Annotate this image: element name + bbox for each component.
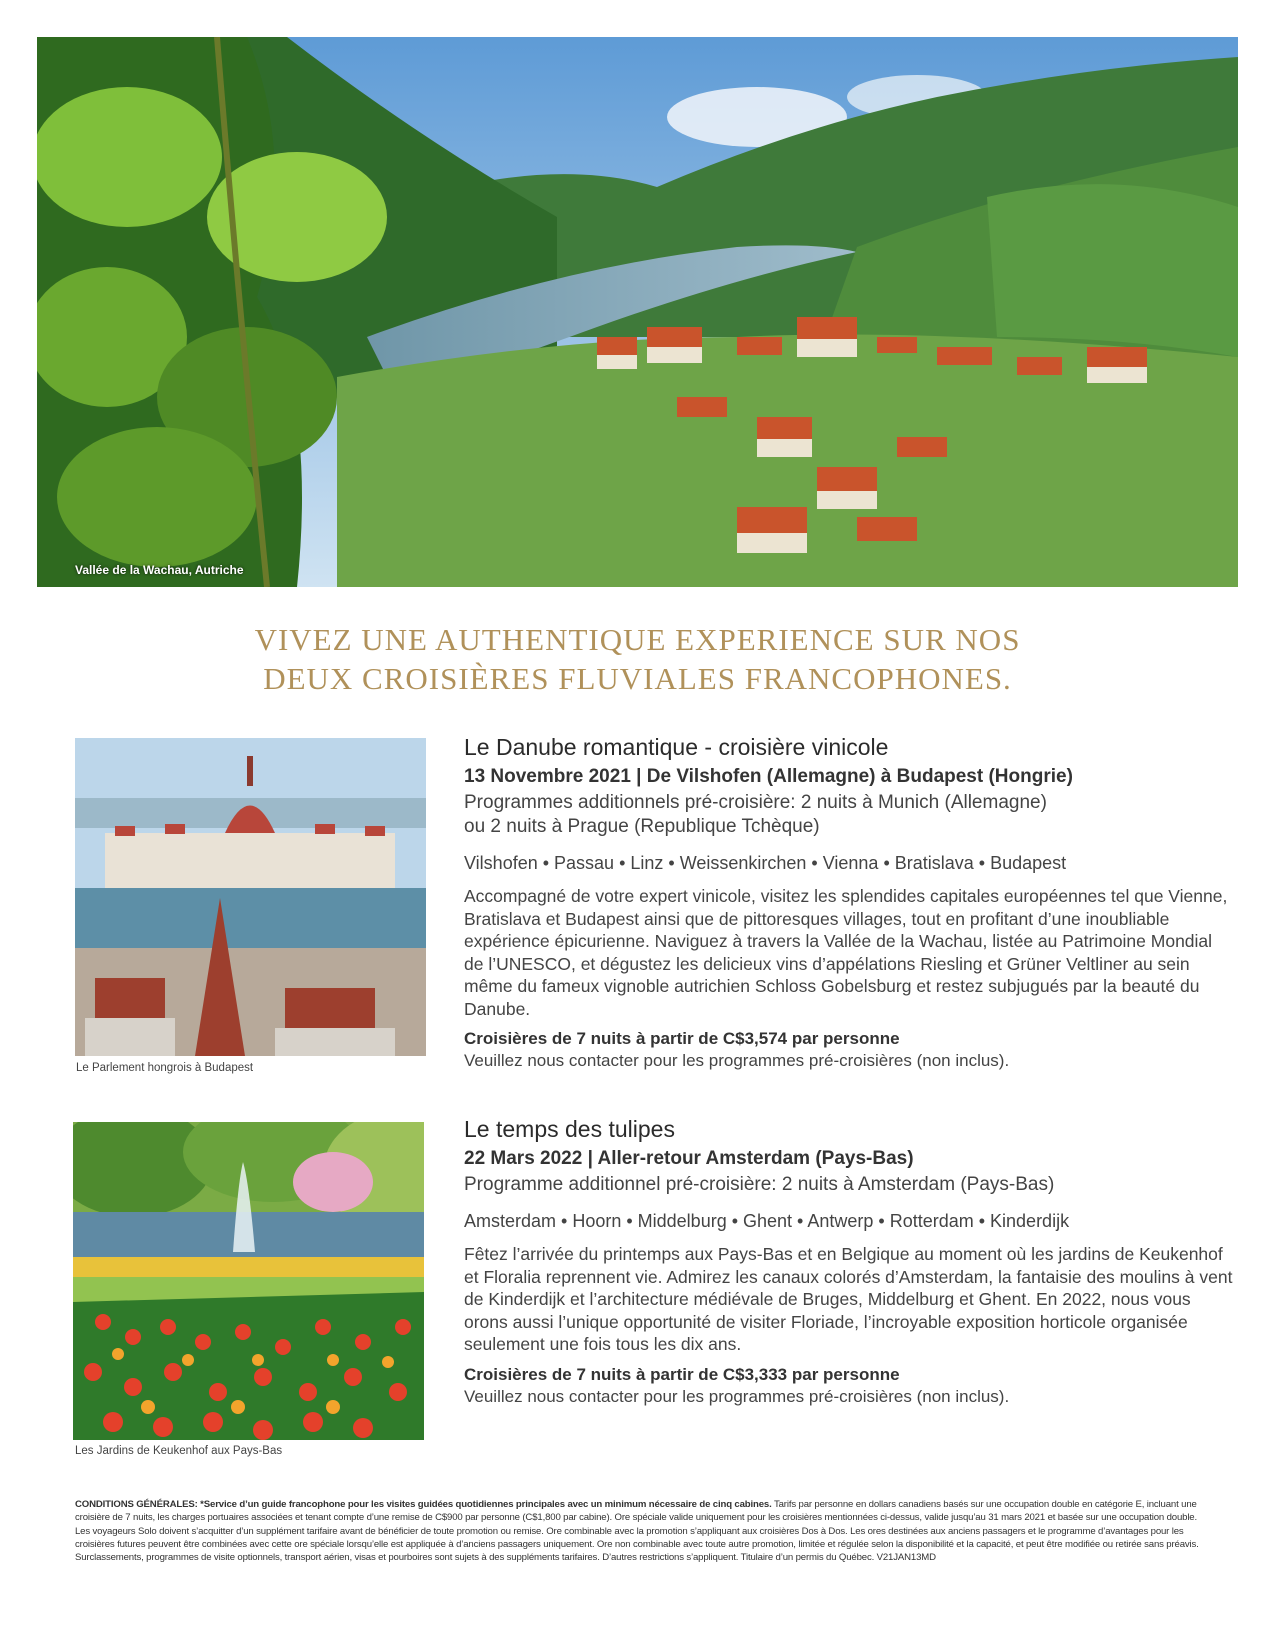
hero-image-wachau-valley [37, 37, 1238, 587]
cruise-pre-programs [464, 1173, 1234, 1197]
cruise-price: Croisières de 7 nuits à partir de C$3,333 par personne [464, 1364, 900, 1384]
photo-caption-budapest: Le Parlement hongrois à Budapest [76, 1062, 254, 1074]
keukenhof-tulips-photo [73, 1122, 424, 1440]
budapest-parliament-photo [75, 738, 426, 1056]
keukenhof-illustration [73, 1122, 424, 1440]
pre-program-line-2: ou 2 nuits à Prague (Republique Tchèque) [464, 816, 820, 837]
terms-text: Tarifs par personne en dollars canadiens basés sur une occupation double en catégorie E, incluant une croisière de 7 nuits, les charges portuaires associées et tenant compte d’une remise de C$900 par personne (C$1,800 par cabine). Ore spéciale valide uniquement pour les croisières mentionnées ci-dessus, valide jusqu’au 31 mars 2021 et basée sur une occupation double. Les voyageurs Solo doivent s’acquitter d’un supplément tarifaire avant de bénéficier de toute promotion ou remise. Ore combinable avec la promotion s’appliquant aux croisières Dos à Dos. Les ores destinées aux anciens passagers et le programme d’avantages pour les croisières futures peuvent être combinées avec cette ore spéciale lorsqu’elle est appliquée à d’anciens passagers uniquement. Ore non combinable avec toute autre promotion, limitée et régulée selon la disponibilité et la capacité, et peut être modifiée ou retirée sans préavis. Surclassements, programmes de visite optionnels, transport aérien, visas et pourboires sont sujets à des suppléments tarifaires. D’autres restrictions s’appliquent. Titulaire d’un permis du Québec. V21JAN13MD [75, 1499, 1199, 1564]
pre-program-line-1: Programmes additionnels pré-croisière: 2 nuits à Munich (Allemagne) [464, 792, 1047, 813]
cruise-price: Croisières de 7 nuits à partir de C$3,574 par personne [464, 1029, 900, 1048]
cruise-pre-programs [464, 791, 1234, 839]
hero-caption: Vallée de la Wachau, Autriche [75, 563, 244, 577]
cruise-title: Le temps des tulipes [464, 1116, 675, 1142]
cruise-contact: Veuillez nous contacter pour les programmes pré-croisières (non inclus). [464, 1386, 1010, 1406]
cruise-title: Le Danube romantique - croisière vinicole [464, 734, 889, 760]
budapest-illustration [75, 738, 426, 1056]
cruise-description: Accompagné de votre expert vinicole, visitez les splendides capitales européennes tel que Vienne, Bratislava et Budapest ainsi que de pittoresques villages, tout en profitant d’une inoubliable expérience épicurienne. Naviguez à travers la Vallée de la Wachau, listée au Patrimoine Mondial de l’UNESCO, et dégustez les delicieux vins d’appélations Riesling et Grüner Veltliner au sein même du fameux vignoble autrichien Schloss Gobelsburg et restez subjugués par la beauté du Danube. [464, 886, 1228, 1019]
cruise-description: Fêtez l’arrivée du printemps aux Pays-Bas et en Belgique au moment où les jardins de Keukenhof et Floralia reprennent vie. Admirez les canaux colorés d’Amsterdam, la fantaisie des moulins à vent de Kinderdijk et l’architecture médiévale de Bruges, Middelburg et Ghent. En 2022, nous vous orons aussi l’unique opportunité de visiter Floriade, l’incroyable exposition horticole organisée seulement une fois tous les dix ans. [464, 1244, 1233, 1354]
headline-line-2: DEUX CROISIÈRES FLUVIALES FRANCOPHONES. [263, 661, 1012, 696]
cruise-route: Amsterdam • Hoorn • Middelburg • Ghent • Antwerp • Rotterdam • Kinderdijk [464, 1211, 1070, 1231]
page-headline [0, 620, 1275, 698]
cruise-section-danube [464, 732, 1234, 1072]
hero-illustration [37, 37, 1238, 587]
cruise-date: 22 Mars 2022 | Aller-retour Amsterdam (Pays-Bas) [464, 1148, 914, 1169]
terms-label: CONDITIONS GÉNÉRALES: [75, 1499, 198, 1510]
terms-bold-note: *Service d’un guide francophone pour les visites guidées quotidiennes principales avec un minimum nécessaire de cinq cabines. [200, 1499, 772, 1510]
cruise-contact: Veuillez nous contacter pour les programmes pré-croisières (non inclus). [464, 1051, 1010, 1070]
photo-caption-keukenhof: Les Jardins de Keukenhof aux Pays-Bas [75, 1445, 283, 1457]
cruise-route: Vilshofen • Passau • Linz • Weissenkirchen • Vienna • Bratislava • Budapest [464, 853, 1067, 873]
terms-and-conditions [75, 1498, 1203, 1564]
cruise-date: 13 Novembre 2021 | De Vilshofen (Allemagne) à Budapest (Hongrie) [464, 766, 1073, 787]
pre-program-line-1: Programme additionnel pré-croisière: 2 nuits à Amsterdam (Pays-Bas) [464, 1174, 1055, 1195]
headline-line-1: VIVEZ UNE AUTHENTIQUE EXPERIENCE SUR NOS [254, 622, 1021, 657]
cruise-section-tulips [464, 1114, 1234, 1408]
